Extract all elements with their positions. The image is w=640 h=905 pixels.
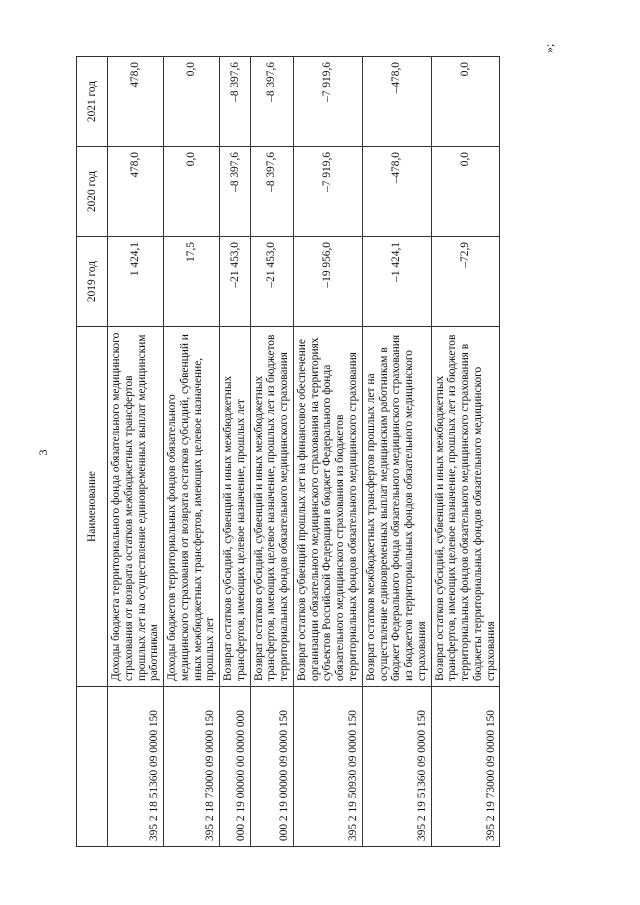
budget-code: 395 2 19 73000 09 0000 150 [431,687,500,847]
value-2019: –1 424,1 [362,237,431,327]
item-name: Возврат остатков субсидий, субвенций и иных межбюджетных трансфертов, имеющих целевое назначение, прошлых лет из бюджетов территориальных фондов обязательного медицинского страхования в бюджеты территориальных фондов обязательного медицинского страхования [431,327,500,687]
budget-code: 395 2 19 51360 09 0000 150 [362,687,431,847]
closing-quote-mark: »; [542,43,556,53]
value-2021: –8 397,6 [250,57,293,147]
value-2019: –19 956,0 [293,237,362,327]
table-row [164,57,220,847]
value-2020: 0,0 [431,147,500,237]
value-2020: –478,0 [362,147,431,237]
item-name: Возврат остатков субсидий, субвенций и иных межбюджетных трансфертов, имеющих целевое назначение, прошлых лет [220,327,251,687]
item-name: Доходы бюджета территориального фонда обязательного медицинского страхования от возврата остатков межбюджетных трансфертов прошлых лет на осуществление единовременных выплат медицинским работникам [108,327,164,687]
value-2020: 0,0 [164,147,220,237]
item-name: Возврат остатков субсидий, субвенций и иных межбюджетных трансфертов, имеющих целевое назначение, прошлых лет из бюджетов территориальных фондов обязательного медицинского страхования [250,327,293,687]
item-name: Возврат остатков субвенций прошлых лет на финансовое обеспечение организации обязательного медицинского страхования на территориях субъектов Российской Федерации в бюджет Федерального фонда обязательного медицинского страхования из бюджетов территориальных фондов обязательного медицинского страхования [293,327,362,687]
budget-code: 000 2 19 00000 00 0000 000 [220,687,251,847]
value-2021: 0,0 [164,57,220,147]
budget-code: 000 2 19 00000 09 0000 150 [250,687,293,847]
header-name: Наименование [77,327,108,687]
table-row [108,57,164,847]
header-row [77,57,108,847]
value-2021: –478,0 [362,57,431,147]
header-2019: 2019 год [77,237,108,327]
value-2019: 17,5 [164,237,220,327]
value-2020: –7 919,6 [293,147,362,237]
table-row [220,57,251,847]
item-name: Возврат остатков межбюджетных трансфертов прошлых лет на осуществление единовременных выплат медицинским работникам в бюджет Федерального фонда обязательного медицинского страхования из бюджетов территориальных фондов обязательного медицинского страхования [362,327,431,687]
budget-code: 395 2 18 51360 09 0000 150 [108,687,164,847]
value-2019: –21 453,0 [250,237,293,327]
table-row [293,57,362,847]
value-2021: 0,0 [431,57,500,147]
item-name: Доходы бюджетов территориальных фондов обязательного медицинского страхования от возврата остатков субсидий, субвенций и иных межбюджетных трансфертов, имеющих целевое назначение, прошлых лет [164,327,220,687]
value-2021: 478,0 [108,57,164,147]
value-2020: –8 397,6 [220,147,251,237]
table-row [431,57,500,847]
header-2021: 2021 год [77,57,108,147]
budget-code: 395 2 18 73000 09 0000 150 [164,687,220,847]
header-code [77,687,108,847]
value-2019: 1 424,1 [108,237,164,327]
value-2019: –72,9 [431,237,500,327]
value-2020: 478,0 [108,147,164,237]
header-2020: 2020 год [77,147,108,237]
value-2021: –8 397,6 [220,57,251,147]
budget-table [76,56,500,847]
budget-code: 395 2 19 50930 09 0000 150 [293,687,362,847]
value-2020: –8 397,6 [250,147,293,237]
value-2021: –7 919,6 [293,57,362,147]
page-number: 3 [36,449,50,456]
table-row [362,57,431,847]
value-2019: –21 453,0 [220,237,251,327]
table-row [250,57,293,847]
